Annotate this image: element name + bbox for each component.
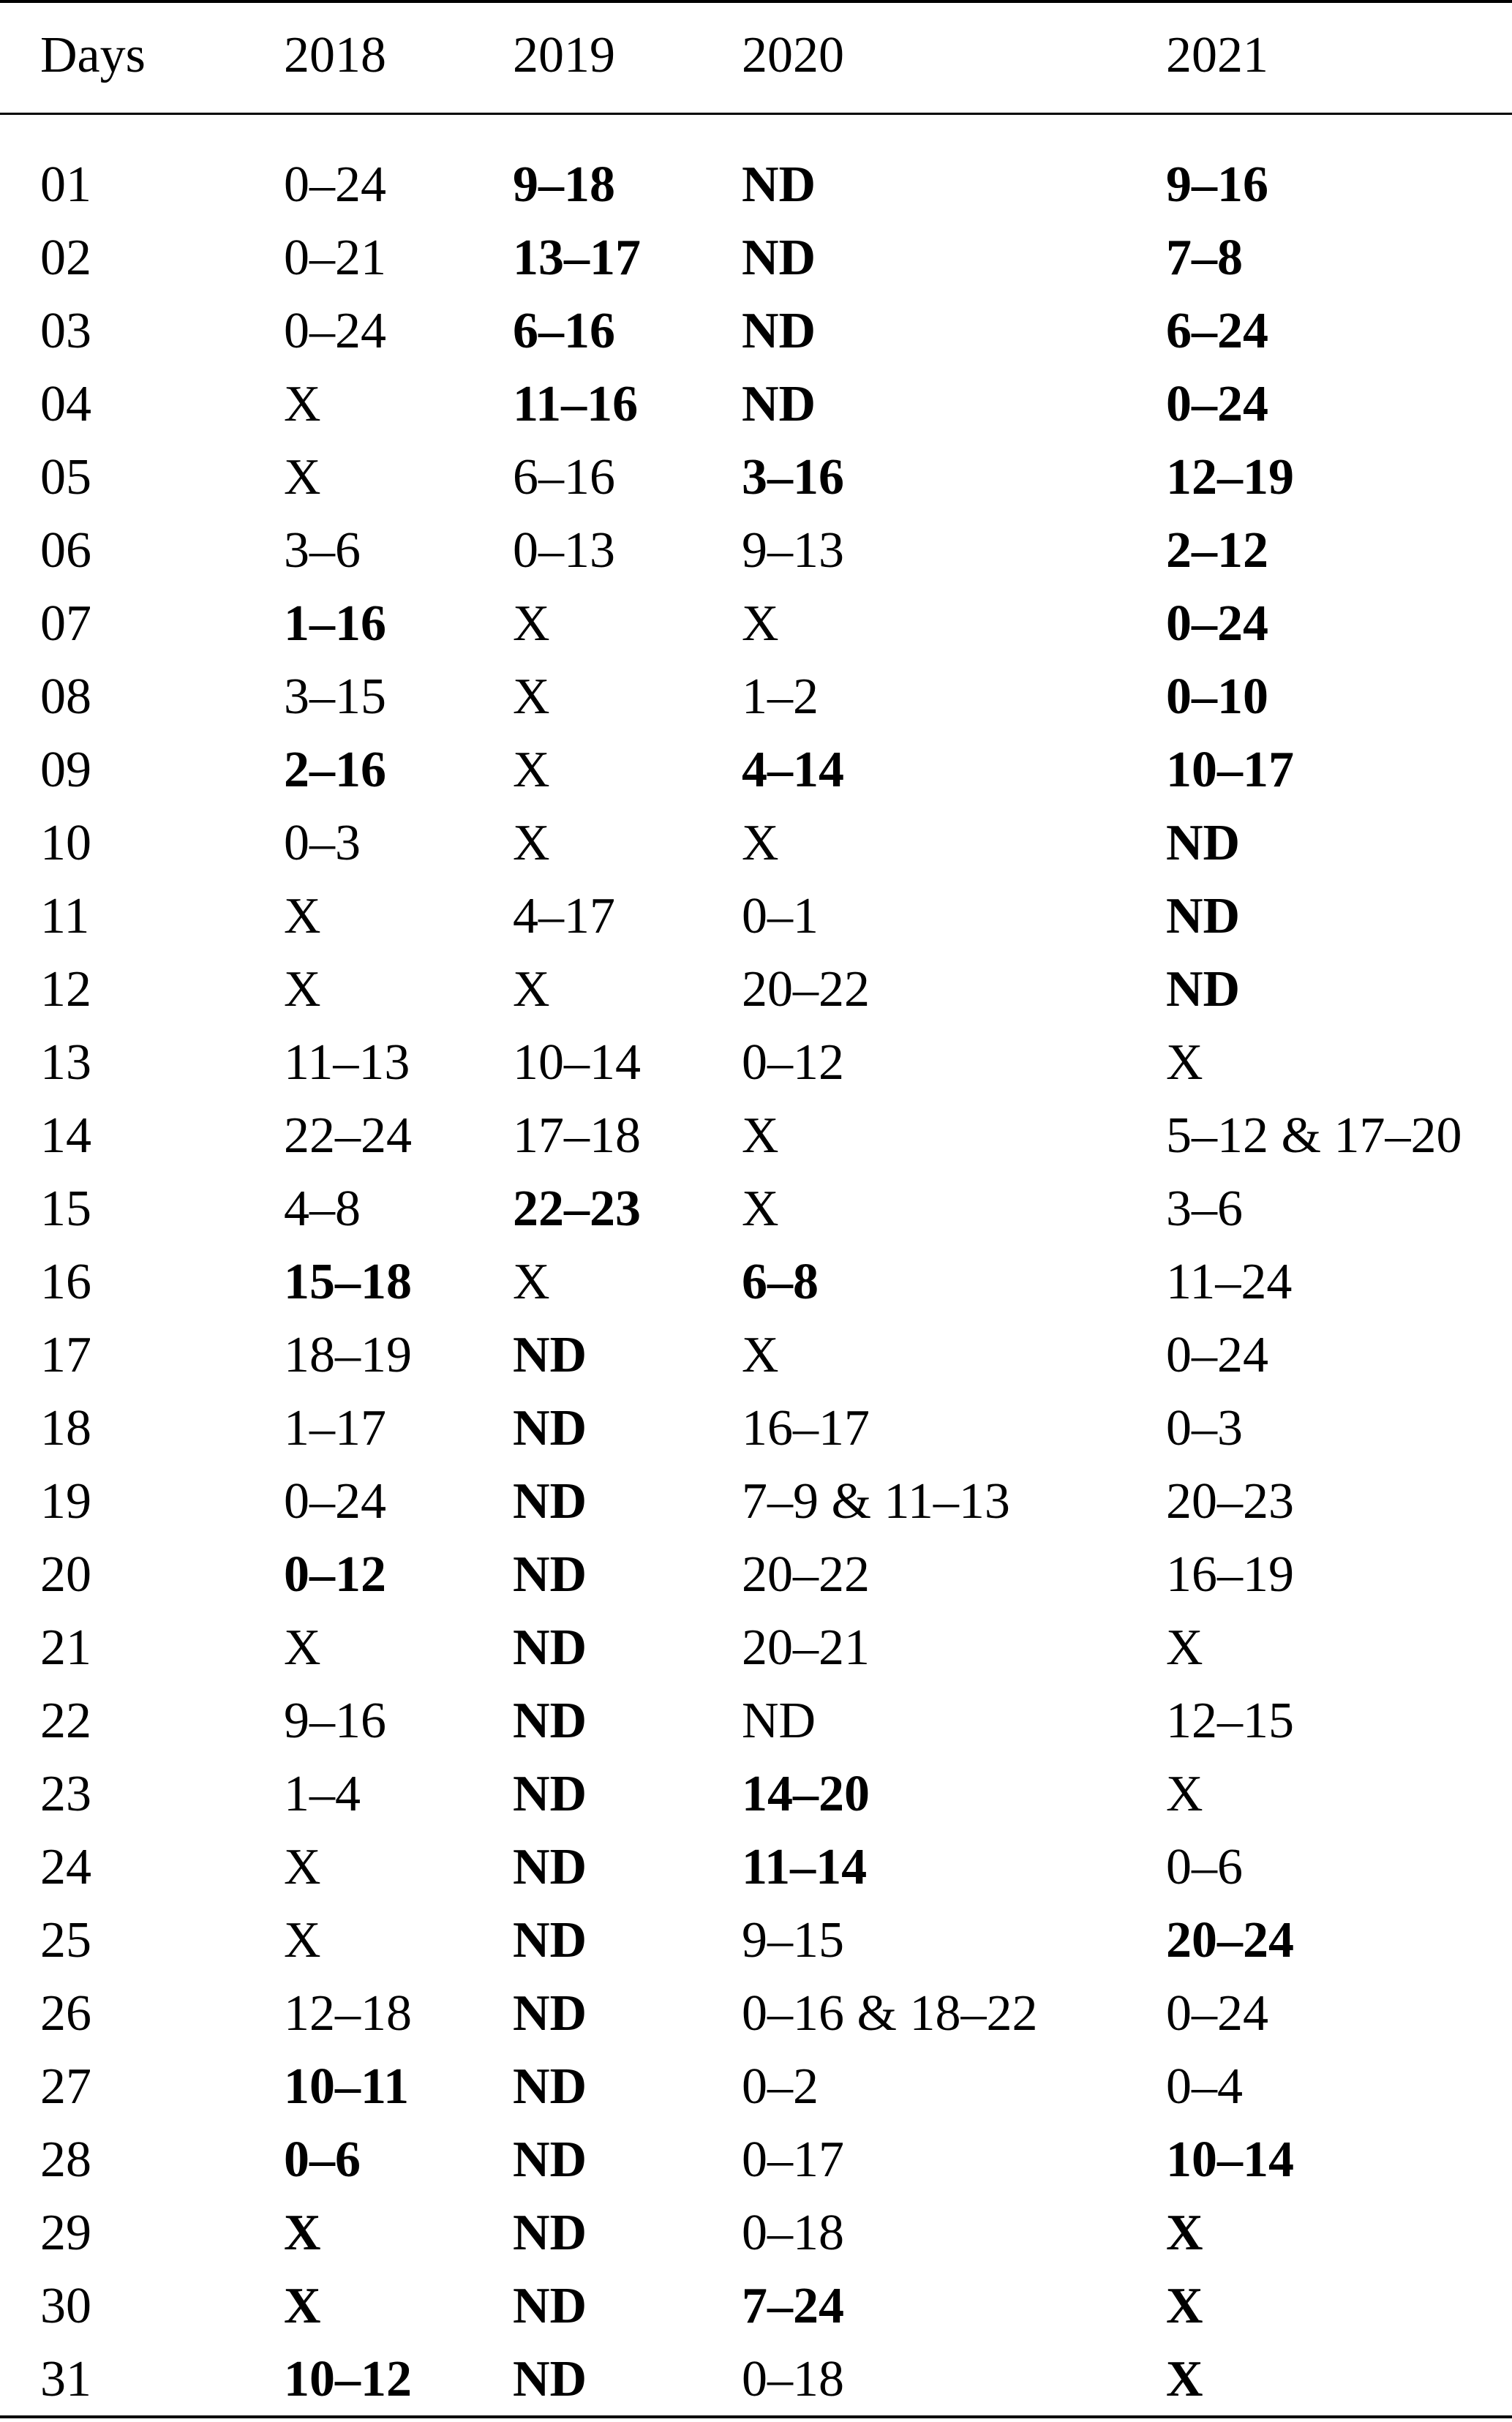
cell-2020: 11–14: [742, 1839, 868, 1895]
cell-2018: 18–19: [284, 1327, 412, 1383]
cell-2020: ND: [742, 230, 816, 286]
cell-2019: ND: [513, 2058, 587, 2115]
cell-2018: 0–24: [284, 303, 386, 359]
column-header-days: Days: [40, 26, 146, 83]
cell-day: 16: [40, 1254, 91, 1310]
cell-2021: 5–12 & 17–20: [1166, 1107, 1462, 1164]
cell-2018: X: [284, 1839, 321, 1895]
cell-2020: 20–21: [742, 1620, 870, 1676]
cell-day: 02: [40, 230, 91, 286]
header-row: [0, 0, 1512, 110]
cell-2018: 1–4: [284, 1766, 361, 1822]
table-row: [0, 2343, 1512, 2416]
cell-day: 04: [40, 376, 91, 432]
cell-2020: X: [742, 1107, 779, 1164]
cell-2019: 17–18: [513, 1107, 641, 1164]
cell-day: 26: [40, 1985, 91, 2042]
cell-2018: X: [284, 2205, 321, 2261]
cell-day: 05: [40, 449, 91, 505]
table-row: [0, 295, 1512, 368]
table-row: [0, 368, 1512, 441]
table-row: [0, 1685, 1512, 1758]
cell-2020: 0–2: [742, 2058, 819, 2115]
cell-2019: ND: [513, 1473, 587, 1530]
cell-2019: 10–14: [513, 1034, 641, 1091]
cell-2020: X: [742, 1327, 779, 1383]
cell-2018: 1–16: [284, 595, 386, 652]
cell-day: 23: [40, 1766, 91, 1822]
table-row: [0, 1099, 1512, 1173]
cell-day: 12: [40, 961, 91, 1018]
cell-2020: 0–12: [742, 1034, 844, 1091]
cell-2018: 0–3: [284, 815, 361, 871]
cell-2019: ND: [513, 1912, 587, 1968]
cell-2019: 22–23: [513, 1181, 641, 1237]
cell-2021: X: [1166, 1620, 1203, 1676]
cell-2019: X: [513, 742, 550, 798]
cell-2020: 16–17: [742, 1400, 870, 1456]
cell-2021: 16–19: [1166, 1546, 1294, 1603]
cell-2019: 6–16: [513, 449, 615, 505]
table-row: [0, 1611, 1512, 1685]
cell-day: 01: [40, 157, 91, 213]
cell-2018: 11–13: [284, 1034, 410, 1091]
table-row: [0, 1026, 1512, 1099]
cell-2021: X: [1166, 1766, 1203, 1822]
cell-2019: ND: [513, 2205, 587, 2261]
cell-2021: ND: [1166, 888, 1241, 944]
cell-2018: 2–16: [284, 742, 386, 798]
cell-2021: 7–8: [1166, 230, 1243, 286]
cell-2018: 0–6: [284, 2132, 361, 2188]
cell-2020: 9–15: [742, 1912, 844, 1968]
cell-2018: X: [284, 2278, 321, 2334]
cell-day: 17: [40, 1327, 91, 1383]
cell-2019: ND: [513, 1985, 587, 2042]
table-row: [0, 1831, 1512, 1904]
cell-day: 28: [40, 2132, 91, 2188]
cell-2018: 4–8: [284, 1181, 361, 1237]
cell-2018: 1–17: [284, 1400, 386, 1456]
cell-2018: 3–15: [284, 669, 386, 725]
table-row: [0, 222, 1512, 295]
cell-2021: 9–16: [1166, 157, 1268, 213]
cell-2020: ND: [742, 1693, 816, 1749]
cell-2019: ND: [513, 1839, 587, 1895]
cell-2019: 0–13: [513, 522, 615, 579]
cell-day: 30: [40, 2278, 91, 2334]
cell-2021: 0–3: [1166, 1400, 1243, 1456]
cell-2020: 20–22: [742, 961, 870, 1018]
cell-day: 22: [40, 1693, 91, 1749]
cell-2019: 11–16: [513, 376, 639, 432]
table-row: [0, 1465, 1512, 1538]
cell-2021: 2–12: [1166, 522, 1268, 579]
table-row: [0, 807, 1512, 880]
table-row: [0, 661, 1512, 734]
cell-day: 03: [40, 303, 91, 359]
table-header: [0, 0, 1512, 110]
cell-2018: X: [284, 1912, 321, 1968]
column-header-2019: 2019: [513, 26, 615, 83]
cell-day: 18: [40, 1400, 91, 1456]
cell-2018: X: [284, 888, 321, 944]
cell-day: 19: [40, 1473, 91, 1530]
cell-2021: 0–24: [1166, 376, 1268, 432]
cell-2019: 4–17: [513, 888, 615, 944]
cell-day: 13: [40, 1034, 91, 1091]
cell-day: 21: [40, 1620, 91, 1676]
cell-2021: X: [1166, 2351, 1203, 2407]
cell-2019: ND: [513, 1546, 587, 1603]
cell-2020: 4–14: [742, 742, 844, 798]
table-row: [0, 2124, 1512, 2197]
cell-2021: 0–24: [1166, 1985, 1268, 2042]
cell-2020: X: [742, 1181, 779, 1237]
cell-2019: X: [513, 595, 550, 652]
cell-day: 06: [40, 522, 91, 579]
cell-day: 11: [40, 888, 90, 944]
cell-2020: 7–24: [742, 2278, 844, 2334]
cell-2018: 9–16: [284, 1693, 386, 1749]
cell-2021: 0–24: [1166, 595, 1268, 652]
table-row: [0, 880, 1512, 953]
cell-2019: 9–18: [513, 157, 615, 213]
cell-2020: 0–18: [742, 2205, 844, 2261]
table-row: [0, 953, 1512, 1026]
cell-2021: 0–10: [1166, 669, 1268, 725]
table-row: [0, 1538, 1512, 1611]
cell-2019: ND: [513, 1620, 587, 1676]
cell-2019: ND: [513, 1693, 587, 1749]
cell-2019: 13–17: [513, 230, 641, 286]
cell-2020: ND: [742, 303, 816, 359]
cell-2018: X: [284, 449, 321, 505]
cell-2021: 0–24: [1166, 1327, 1268, 1383]
cell-2018: 3–6: [284, 522, 361, 579]
cell-2020: ND: [742, 157, 816, 213]
cell-2020: 0–16 & 18–22: [742, 1985, 1038, 2042]
cell-2021: X: [1166, 2278, 1203, 2334]
table-row: [0, 734, 1512, 807]
cell-2018: 0–12: [284, 1546, 386, 1603]
cell-2018: X: [284, 376, 321, 432]
cell-2021: 12–15: [1166, 1693, 1294, 1749]
cell-day: 27: [40, 2058, 91, 2115]
cell-2019: X: [513, 1254, 550, 1310]
cell-2021: 12–19: [1166, 449, 1294, 505]
table-row: [0, 587, 1512, 661]
cell-2021: 6–24: [1166, 303, 1268, 359]
table-row: [0, 110, 1512, 222]
cell-2021: 0–6: [1166, 1839, 1243, 1895]
cell-2021: 0–4: [1166, 2058, 1243, 2115]
cell-2021: X: [1166, 1034, 1203, 1091]
cell-2020: 9–13: [742, 522, 844, 579]
cell-2019: X: [513, 815, 550, 871]
cell-2020: X: [742, 595, 779, 652]
cell-2021: X: [1166, 2205, 1203, 2261]
cell-day: 09: [40, 742, 91, 798]
cell-2019: X: [513, 669, 550, 725]
cell-2018: 10–12: [284, 2351, 412, 2407]
table-row: [0, 1904, 1512, 1977]
table-row: [0, 1319, 1512, 1392]
cell-2020: X: [742, 815, 779, 871]
table-body: [0, 110, 1512, 2416]
cell-day: 07: [40, 595, 91, 652]
cell-2019: ND: [513, 1327, 587, 1383]
cell-2018: 22–24: [284, 1107, 412, 1164]
cell-day: 08: [40, 669, 91, 725]
cell-2021: ND: [1166, 815, 1241, 871]
table-row: [0, 2050, 1512, 2124]
cell-day: 25: [40, 1912, 91, 1968]
cell-2020: 0–18: [742, 2351, 844, 2407]
cell-day: 15: [40, 1181, 91, 1237]
cell-2020: ND: [742, 376, 816, 432]
cell-2020: 1–2: [742, 669, 819, 725]
cell-2019: X: [513, 961, 550, 1018]
table-row: [0, 514, 1512, 587]
cell-2018: 12–18: [284, 1985, 412, 2042]
cell-day: 31: [40, 2351, 91, 2407]
table-row: [0, 441, 1512, 514]
cell-2020: 20–22: [742, 1546, 870, 1603]
cell-2021: 20–24: [1166, 1912, 1294, 1968]
table-row: [0, 1392, 1512, 1465]
cell-2019: ND: [513, 2132, 587, 2188]
cell-day: 10: [40, 815, 91, 871]
cell-2018: 10–11: [284, 2058, 410, 2115]
cell-2019: ND: [513, 2351, 587, 2407]
cell-2018: X: [284, 961, 321, 1018]
column-header-2020: 2020: [742, 26, 844, 83]
cell-2021: 11–24: [1166, 1254, 1293, 1310]
cell-2019: 6–16: [513, 303, 615, 359]
cell-2018: 15–18: [284, 1254, 412, 1310]
table-row: [0, 1173, 1512, 1246]
column-header-2018: 2018: [284, 26, 386, 83]
cell-2020: 6–8: [742, 1254, 819, 1310]
table-row: [0, 1977, 1512, 2050]
cell-2020: 0–17: [742, 2132, 844, 2188]
cell-day: 20: [40, 1546, 91, 1603]
cell-2021: ND: [1166, 961, 1241, 1018]
cell-day: 29: [40, 2205, 91, 2261]
column-header-2021: 2021: [1166, 26, 1268, 83]
cell-2019: ND: [513, 2278, 587, 2334]
cell-2021: 20–23: [1166, 1473, 1294, 1530]
cell-2020: 3–16: [742, 449, 844, 505]
table-row: [0, 1758, 1512, 1831]
cell-day: 24: [40, 1839, 91, 1895]
cell-2018: 0–24: [284, 1473, 386, 1530]
cell-2020: 14–20: [742, 1766, 870, 1822]
table-row: [0, 2270, 1512, 2343]
cell-2018: 0–21: [284, 230, 386, 286]
table-row: [0, 2197, 1512, 2270]
cell-2021: 3–6: [1166, 1181, 1243, 1237]
cell-day: 14: [40, 1107, 91, 1164]
table-row: [0, 1246, 1512, 1319]
cell-2021: 10–14: [1166, 2132, 1294, 2188]
cell-2018: X: [284, 1620, 321, 1676]
cell-2019: ND: [513, 1766, 587, 1822]
cell-2020: 7–9 & 11–13: [742, 1473, 1010, 1530]
cell-2021: 10–17: [1166, 742, 1294, 798]
cell-2020: 0–1: [742, 888, 819, 944]
cell-2019: ND: [513, 1400, 587, 1456]
cell-2018: 0–24: [284, 157, 386, 213]
